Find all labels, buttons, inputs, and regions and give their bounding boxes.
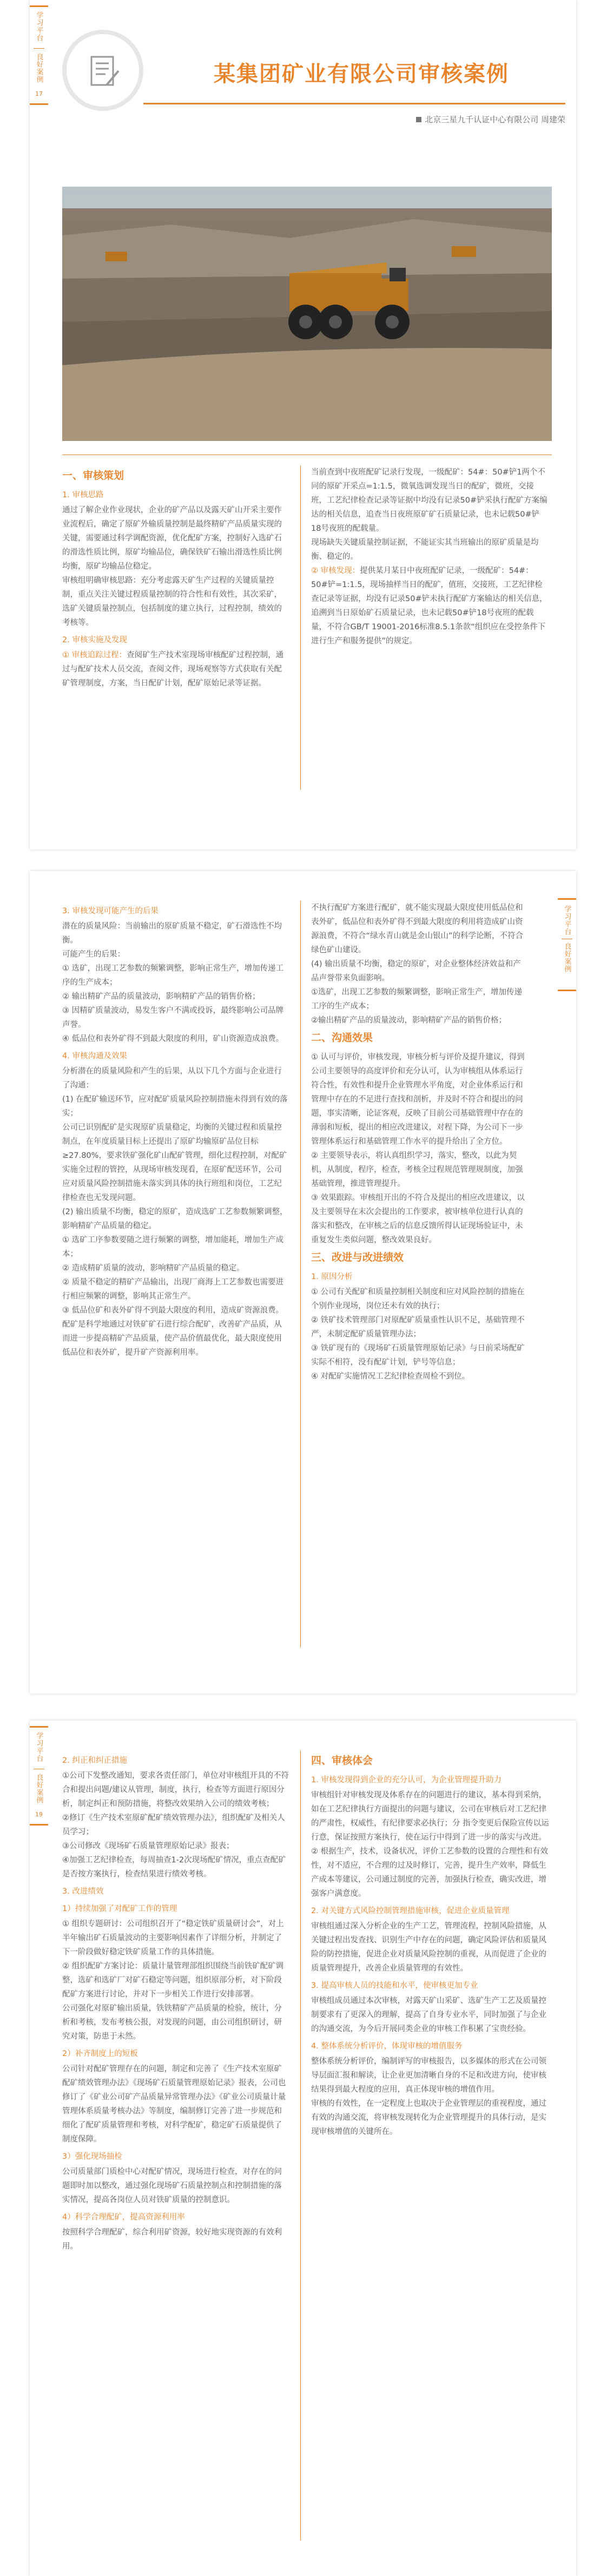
paragraph: 审核的有效性，在一定程度上也取决于企业管理层的重视程度，通过有效的沟通交流，将审核发现转化为企业管理提升的具体行动，是实现审核增值的关键所在。 [311,2099,546,2136]
paragraph: 审核组成员通过本次审核，对露天矿山采矿、选矿生产工艺及质量控制要求有了更深入的理解，提高了自身专业水平，同时加强了与企业的沟通交流，为今后开展同类企业的审核工作积累了宝贵经验。 [311,1997,546,2033]
paragraph: 不执行配矿方案进行配矿，就不能实现最大限度使用低品位和表外矿，低品位和表外矿得不到最大限度的利用将造成矿山资源浪费，不符合“绿水青山就是金山银山”的科学论断，不符合绿色矿山建设。 [311,904,524,954]
section-heading: 四、审核体会 [311,1755,373,1767]
subsection-heading: 4. 整体系统分析评价，体现审核的增值服务 [311,2042,463,2051]
section-heading: 一、审核策划 [62,470,124,482]
side-tab [558,898,576,991]
paragraph-text: 查阅矿生产技术室现场审核配矿过程控制，通过与配矿技术人员交流，查阅文件，现场观察等方式获取有关配矿管理制度，方案，当日配矿计划，配矿原始记录等证据。 [62,651,284,688]
paragraph: 通过了解企业作业现状，企业的矿产品以及露天矿山开采主要作业流程后，确定了原矿外输质量控制是最终精矿产品质量实现的关键，需要通过科学调配资源，优化配矿方案，控制好入选矿石的滑选性质比例，原矿均输品位，确保铁矿石输出滑选性质比例均衡，原矿均输品位稳定。 [62,506,282,571]
paragraph: 现场缺失关键质量控制证据，不能证实其当班输出的原矿质量是均衡、稳定的。 [311,538,539,561]
paragraph: ① 选矿工序参数要随之进行频繁的调整，增加能耗，增加生产成本； [62,1236,284,1259]
paragraph-lead: ② 审核发现： [311,566,360,575]
paragraph: ③ 铁矿现有的《现场矿石质量管理原始记录》与日前采场配矿实际不相符，没有配矿计划，铲号等信息； [311,1344,525,1367]
subsection-heading: 2. 纠正和纠正措施 [62,1756,127,1765]
paragraph: 分析潜在的质量风险和产生的后果，从以下几个方面与企业进行了沟通： [62,1067,282,1090]
paragraph: (4) 输出质量不均衡，稳定的原矿，对企业整体经济效益和产品声誉带来负面影响。 [311,960,521,983]
paragraph: ③公司修改《现场矿石质量管理原始记录》报表； [62,1842,234,1850]
paragraph: ① 认可与评价，审核发现，审核分析与评价及提升建议，得到公司主要领导的高度评价和充分认可，认为审核组从体系运行符合性，有效性和提升企业管理水平角度，对企业体系运行和管理中存在的不足进行查找和剖析，并及时不符合和提出的问题，事实清晰，论证客观，反映了目前公司基础管理中存在的薄弱和短板，提出的相应改进建议，对程下降，为公司下一步管理体系运行和基础管理工作水平的提升给出了全方位。 [311,1053,525,1146]
subsection-heading: 3. 改进绩效 [62,1887,104,1896]
subsection-heading: 1. 原因分析 [311,1273,353,1281]
paragraph: ① 公司有关配矿和质量控制相关制度和应对风险控制的措施在个别作业现场，岗位还未有效的执行； [311,1288,525,1310]
paragraph-lead: ① 审核追踪过程： [62,651,127,660]
paragraph: ① 组织专题研讨：公司组织召开了“稳定铁矿质量研讨会”，对上半年输出矿石质量波动的主要影响因素作了详细分析，并制定了下一阶段做好稳定铁矿质量工作的具体措施。 [62,1920,284,1956]
bullet-square-icon [416,117,421,122]
paragraph: ② 主要领导表示，将认真组织学习，落实，整改，以此为契机，从制度，程序，检查，考核全过程规范管理规制度，加强基础管理，推进管理提升。 [311,1151,523,1188]
paragraph: (2) 输出质量不均衡，稳定的原矿，造成选矿工艺参数频繁调整，影响精矿产品质量的稳定。 [62,1208,288,1230]
paragraph: ②修订《生产技术室原矿配矿绩效管理办法》，组织配矿及相关人员学习； [62,1814,285,1836]
author-line [316,114,565,125]
page2-right-column [311,901,527,1383]
side-tab-label-2: 良好案例 [35,1774,43,1804]
page-number: 19 [35,1811,43,1818]
paragraph: ②输出精矿产品的质量波动，影响精矿产品的销售价格； [311,1016,506,1025]
paragraph: 公司强化对原矿输出质量，铁铁精矿产品质量的检验，统计，分析和考核，发布考核公报，对发现的问题，由公司组织研讨，研究对策，防患于未然。 [62,2004,282,2041]
section-heading: 三、改进与改进绩效 [311,1251,404,1263]
subsection-heading: 3）强化现场抽检 [62,2152,122,2161]
paragraph [62,648,289,690]
subsection-heading: 2）补齐制度上的短板 [62,2050,138,2058]
page-2 [30,871,576,1694]
subsection-heading: 2. 对关键方式风险控制管理措施审核，促进企业质量管理 [311,1907,510,1915]
page-3 [30,1721,576,2576]
subsection-heading: 1. 审核发现得到企业的充分认可，为企业管理提升助力 [311,1776,502,1784]
subsection-heading: 4）科学合理配矿，提高资源利用率 [62,2213,185,2222]
subsection-heading: 3. 审核发现可能产生的后果 [62,907,159,915]
page-title: 某集团矿业有限公司审核案例 [214,62,509,87]
paragraph: 审核组通过深入分析企业的生产工艺，管理流程，控制风险措施，从关键过程出发查找、识别生产中存在的问题，确定风险评估和质量风险的防控措施，促进企业对质量风险控制的重视，从而促进了企业的质量管理提升，改善企业质量管理的有效性。 [311,1922,546,1973]
paragraph: 公司已识别配矿是实现原矿质量稳定，均衡的关键过程和质量控制点，在年度质量目标上还提出了原矿均输原矿品位目标≥27.80%，要求铁矿强化矿山配矿管理，细化过程控制，对配矿实施全过程的管控，从现场审核发现看，在原矿配送环节，公司应对质量风险控制措施未落实到具体的执行班组和岗位，工艺纪律检查也无发现问题。 [62,1123,287,1202]
paragraph [311,564,549,648]
paragraph: ①选矿，出现工艺参数的频繁调整，影响正常生产，增加传递工序的生产成本； [311,988,522,1011]
paragraph: ② 质量不稳定的精矿产品输出，出现厂商海上工艺参数也需要进行相应频繁的调整，影响其正常生产。 [62,1278,284,1301]
paragraph: ② 组织配矿方案讨论：质量计量管理部组织围绕当前铁矿配矿调整，选矿和选矿厂对矿石稳定等问题，组织原部分析，对下阶段配矿方案进行讨论，并对下一步相关工作进行安排部署。 [62,1962,284,1999]
paragraph: ③ 效果跟踪。审核组开出的不符合及提出的相应改进建议，以及主要领导在末次会提出的工作要求，被审核单位进行认真的落实和整改，在审核之后的信息反馈所得认证现场验证中，未重复发生类似问题，整改效果良好。 [311,1194,525,1244]
subsection-heading: 1. 审核思路 [62,491,104,499]
paragraph-text: 提供某月某日中夜班配矿记录，一级配矿：54#：50#铲=1:1.5，现场抽样当日的配矿，值班，交接班，工艺纪律检查记录等证据，均没有记录50#铲未执行配矿方案输达的相关信息，追溯到当日原始矿石质量记录，也未记载50#铲18号夜班的配载量，不符合GB/T 19001-2016标准8.5.1条款“组织应在受控条件下进行生产和服务提供”的规定。 [311,566,547,645]
paragraph: ③ 低品位矿和表外矿得不到最大限度的利用，造成矿资源浪费。 [62,1306,284,1315]
title-rule [143,103,565,104]
side-tab-label-2: 良好案例 [35,53,43,83]
side-tab-label-1: 学习平台 [35,1732,43,1762]
subsection-heading: 3. 提高审核人员的技能和水平，使审核更加专业 [311,1981,478,1990]
page1-left-column [62,465,289,690]
paragraph: 公司针对配矿管理存在的问题，制定和完善了《生产技术室原矿配矿绩效管理办法》《现场矿石质量管理原始记录》报表，公司也修订了《矿业公司矿产品质量异常管理办法》《矿业公司质量计量管理体系质量考核办法》等制度，编制修订完善了进一步规范和细化了配矿质量管理和考核，对科学配矿，稳定矿石质量提供了制度保障。 [62,2065,286,2144]
page1-right-column [311,465,549,648]
paragraph: 公司质量部门质检中心对配矿情况，现场进行检查，对存在的问题即时加以整改，通过强化现场矿石质量控制点和控制措施的落实情况，提高各岗位人员对铁矿质量的控制意识。 [62,2167,282,2204]
paragraph: ④ 低品位和表外矿得不到最大限度的利用，矿山资源造成浪费。 [62,1035,284,1043]
section-heading: 二、沟通效果 [311,1032,373,1044]
paragraph: ③ 因精矿质量波动，易发生客户不满或投诉，最终影响公司品牌声誉。 [62,1006,284,1029]
side-tab-label-2: 良好案例 [563,943,571,973]
document-icon-circle [62,30,143,111]
page-number: 17 [35,90,43,97]
paragraph: 审核组明确审核思路：充分考虑露天矿生产过程的关键质量控制，重点关注关键过程质量控制的符合性和有效性，其次采矿，选矿关键质量控制点，包括制度的建立执行，过程控制，绩效的考核等。 [62,576,282,627]
page2-left-column [62,901,289,1360]
paragraph: 当前查到中夜班配矿记录行发现，一级配矿：54#：50#铲1两个不同的原矿开采点=1:1.5，微氧选调发现当日的配矿，微班，交接班，工艺纪律检查记录等证据中均没有记录50#铲采执行配矿方案编达的相关信息，追查当日夜班原矿矿石质量记录，也未记载50#铲18号夜班的配载量。 [311,468,547,533]
side-tab-label-1: 学习平台 [563,905,571,935]
page3-left-column [62,1750,289,2254]
mining-truck-photo [62,187,552,441]
side-tab-label-1: 学习平台 [35,11,43,42]
paragraph: 配矿是科学地通过对铁矿矿石进行综合配矿，改善矿产品质，从而进一步提高精矿产品质量，使产品价值最优化，最大限度使用低品位和表外矿，提升矿产资源利用率。 [62,1320,282,1357]
paragraph: (1) 在配矿输送环节，应对配矿质量风险控制措施未得到有效的落实； [62,1095,288,1118]
author-text: 北京三星九千认证中心有限公司 周建荣 [425,115,565,124]
subsection-heading: 2. 审核实施及发现 [62,636,127,644]
paragraph: 可能产生的后果： [62,950,125,959]
paragraph: ② 造成精矿质量的波动，影响精矿产品质量的稳定。 [62,1264,245,1273]
page-1 [30,0,576,849]
document-icon [89,55,121,88]
paragraph: 潜在的质量风险：当前输出的原矿质量不稳定，矿石滑选性不均衡。 [62,922,282,945]
paragraph: ② 根据生产，技术，设备状况，评价工艺参数的设置的合理性和有效性，对不适应，不合理的过及时修订，完善，提升生产效率，降低生产成本等建议，公司通过制度的完善，加强执行检查，确实改进，增强客户满意度。 [311,1847,549,1898]
paragraph: ① 选矿，出现工艺参数的频繁调整，影响正常生产，增加传递工序的生产成本； [62,964,284,987]
side-tab [30,1726,48,1826]
paragraph: ④加强工艺纪律检查，每周抽查1-2次现场配矿情况，重点查配矿是否按方案执行，检查结果进行绩效考核。 [62,1856,286,1879]
subsection-heading: 1）持续加强了对配矿工作的管理 [62,1905,177,1913]
paragraph: 按照科学合理配矿，综合利用矿资源，较好地实现资源的有效利用。 [62,2228,282,2251]
paragraph: ④ 对配矿实施情况工艺纪律检查周检不到位。 [311,1372,470,1381]
page3-right-column [311,1750,549,2139]
paragraph: 整体系统分析评价，编制评写的审核报告，以多媒体的形式在公司领导层面汇报和解读，让企业更加清晰自身的不足和改进方向，使审核结果得到最大程度的应用，真正体现审核的增值作用。 [311,2057,546,2094]
paragraph: ①公司下发整改通知，要求各责任部门，单位对审核组开具的不符合和提出问题/建议从管理，制度，执行，检查等方面进行原因分析，制定纠正和预防措施，将整改效果纳入公司的绩效考核； [62,1771,289,1808]
side-tab [30,5,48,105]
subsection-heading: 4. 审核沟通及效果 [62,1052,127,1060]
paragraph: ② 铁矿技术管理部门对原配矿质量重性认识不足，基础管理不严，未制定配矿质量管理办法； [311,1316,525,1339]
paragraph: 审核组针对审核发现及体系存在的问题进行的建议，基本得到采纳，如在工艺纪律执行方面提出的问题与建议，公司在审核后对工艺纪律的严肃性，权威性，有纪律要求必执行；分 指令变更后保险宣传以运行意，保证按照方案执行，使在运行中得到了进一步的落实与改进。 [311,1791,549,1842]
paragraph: ② 输出精矿产品的质量波动，影响精矿产品的销售价格； [62,992,260,1001]
